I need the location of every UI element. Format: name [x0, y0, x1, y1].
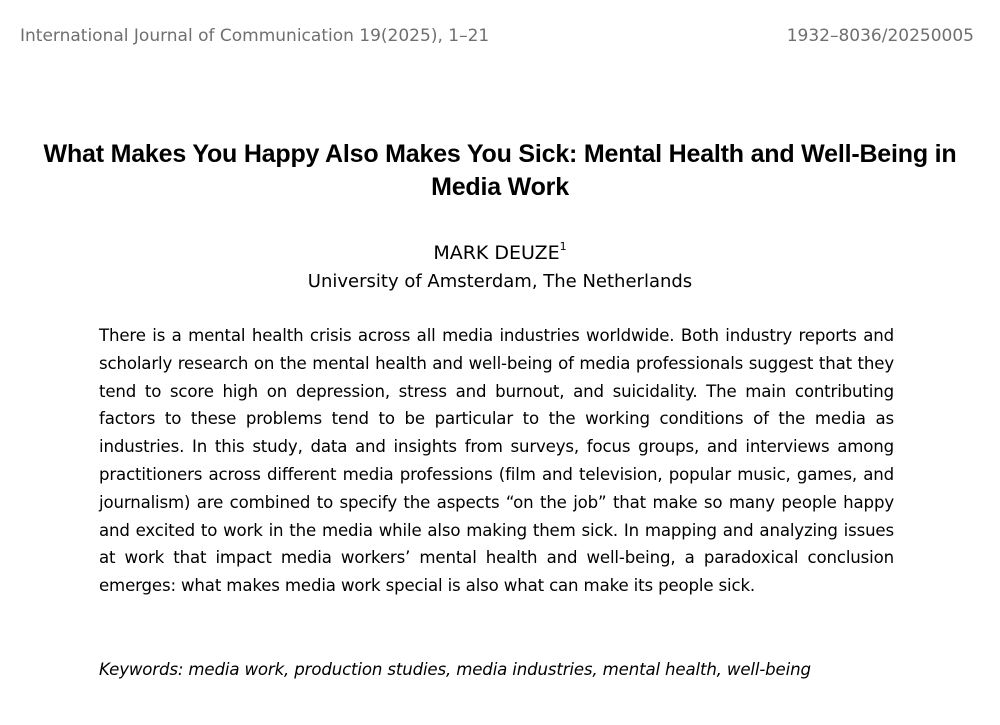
keywords: Keywords: media work, production studies, media industries, mental health, well-being	[99, 660, 811, 679]
abstract: There is a mental health crisis across all media industries worldwide. Both industry reports and scholarly research on the mental health and well-being of media professionals suggest that they tend to score high on depression, stress and burnout, and suicidality. The main contributing factors to these problems tend to be particular to the working conditions of the media as industries. In this study, data and insights from surveys, focus groups, and interviews among practitioners across different media professions (film and television, popular music, games, and journalism) are combined to specify the aspects “on the job” that make so many people happy and excited to work in the media while also making them sick. In mapping and analyzing issues at work that impact media workers’ mental health and well-being, a paradoxical conclusion emerges: what makes media work special is also what can make its people sick.	[99, 326, 894, 596]
running-header	[20, 26, 974, 46]
issn-label: 1932–8036/20250005	[786, 26, 974, 46]
article-title: What Makes You Happy Also Makes You Sick: Mental Health and Well-Being in Media Work	[43, 140, 957, 201]
author-name: MARK DEUZE	[433, 242, 560, 264]
author-footnote-mark[interactable]: 1	[559, 240, 567, 253]
author-line	[0, 241, 1000, 265]
author-affiliation: University of Amsterdam, The Netherlands	[307, 271, 693, 292]
journal-citation: International Journal of Communication 19(2025), 1–21	[20, 26, 490, 46]
